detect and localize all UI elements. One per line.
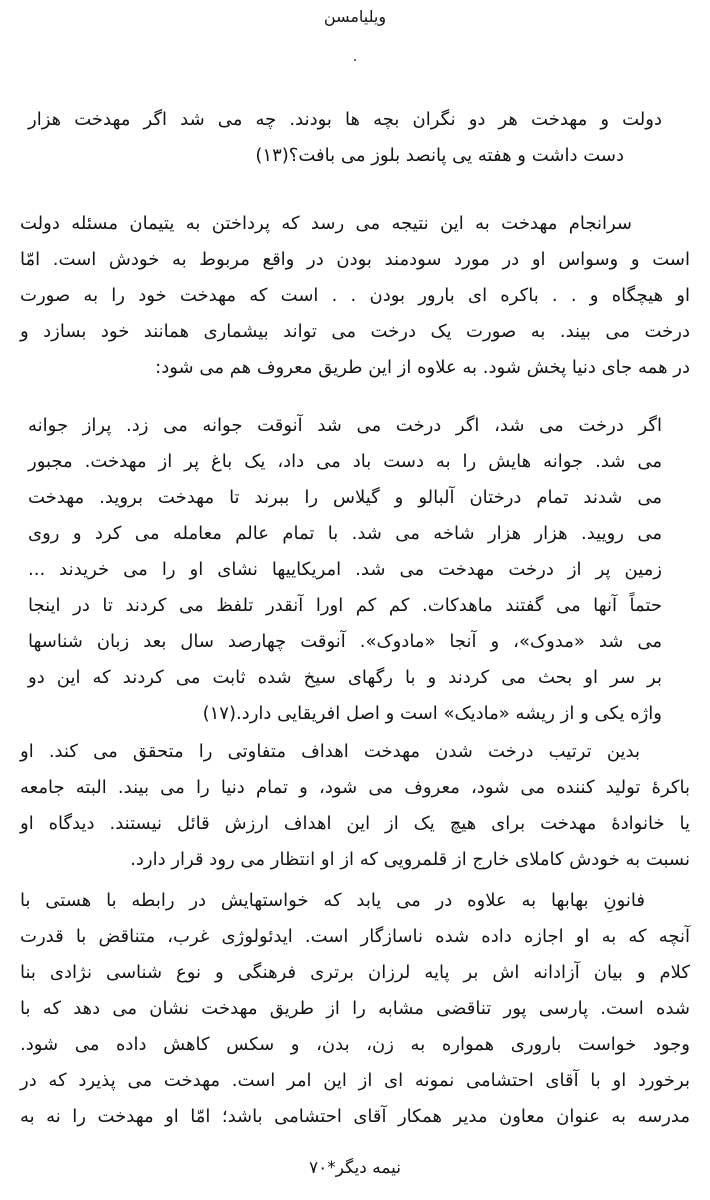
running-head: ويليامسن <box>323 7 387 26</box>
text-line: در همه جای دنیا پخش شود. به علاوه از این طریق معروف هم می شود: <box>155 357 690 378</box>
text-line: شده است. پارسی پور تناقضی مشابه را از طریق مهدخت نشان می دهد که با <box>20 998 690 1019</box>
paragraph-quote <box>28 102 662 174</box>
text-line: کلام و بیان آزادانه اش بر پایه لرزان برتری فرهنگی و نوع شناسی نژادی بنا <box>20 962 690 983</box>
text-line: می شدند تمام درختان آلبالو و گیلاس را ببرند تا مهدخت بروید. مهدخت <box>28 487 662 508</box>
separator-dot: . <box>352 49 358 65</box>
text-line: باکرهٔ تولید کننده می شود، معروف می شود، و تمام دنیا را می بیند. البته جامعه <box>20 777 690 798</box>
paragraph-quote <box>28 408 662 732</box>
text-line: می شد. جوانه هایش را به دست باد می داد، یک باغ پر از مهدخت. مجبور <box>28 451 662 472</box>
page-body <box>20 102 690 1135</box>
text-line: مدرسه به عنوان معاون مدیر همکار آقای احتشامی باشد؛ امّا او مهدخت را نه به <box>20 1106 690 1127</box>
text-line: سرانجام مهدخت به این نتیجه می رسد که پرداختن به یتیمان مسئله دولت <box>20 213 632 234</box>
text-line: وجود خواست باروری همواره به زن، بدن، و سکس کاهش داده می شود. <box>20 1034 690 1055</box>
text-line: نسبت به خودش کاملای خارج از قلمرویی که از او انتظار می رود قرار دارد. <box>130 849 690 870</box>
text-line: واژه یکی و از ریشه «مادیک» است و اصل افریقایی دارد.(۱۷) <box>202 703 662 724</box>
text-line: اگر درخت می شد، اگر درخت می شد آنوقت جوانه می زد. پراز جوانه <box>28 415 662 436</box>
text-line: است و وسواس او در مورد سودمند بودن در واقع مربوط به خودش است. امّا <box>20 249 690 270</box>
text-line: فانونِ بهابها به علاوه در می یابد که خواستهایش در رابطه با هستی با <box>20 890 645 911</box>
text-line: آنچه که به او اجازه داده شده ناسازگار است. ایدئولوژی غرب، متناقض با قدرت <box>20 926 690 947</box>
text-line: حتماً آنها می گفتند ماهدکات. کم کم اورا آنقدر تلفظ می کردند تا در اینجا <box>28 595 662 616</box>
text-line: دست داشت و هفته یی پانصد بلوز می بافت؟(۱۳) <box>255 145 624 166</box>
page-footer: نیمه دیگر*۷۰ <box>308 1158 402 1178</box>
text-line: بدین ترتیب درخت شدن مهدخت اهداف متفاوتی را متحقق می کند. او <box>20 741 640 762</box>
paragraph-body <box>20 883 690 1135</box>
text-line: می شد «مدوک»، و آنجا «مادوک». آنوقت چهارصد سال بعد زبان شناسها <box>28 631 662 652</box>
paragraph-body <box>20 734 690 878</box>
text-line: می رویید. هزار هزار شاخه می شد. با تمام عالم معامله می کرد و روی <box>28 523 662 544</box>
text-line: دولت و مهدخت هر دو نگران بچه ها بودند. چه می شد اگر مهدخت هزار <box>28 109 662 130</box>
paragraph-body <box>20 206 690 386</box>
text-line: برخورد او با آقای احتشامی نمونه ای از این امر است. مهدخت می پذیرد که در <box>20 1070 690 1091</box>
text-line: زمین پر از درخت مهدخت می شد. امریکاییها نشای او را می خریدند ... <box>28 559 662 580</box>
text-line: یا خانوادهٔ مهدخت برای هیچ یک از این اهداف ارزش قائل نیستند. دیدگاه او <box>20 813 690 834</box>
text-line: بر سر او بحث می کردند و با رگهای سیخ شده ثابت می کردند که این دو <box>28 667 662 688</box>
text-line: او هیچگاه و . . باکره ای بارور بودن . . است که مهدخت خود را به صورت <box>20 285 690 306</box>
text-line: درخت می بیند. به صورت یک درخت می تواند بیشماری همانند خود بسازد و <box>20 321 690 342</box>
